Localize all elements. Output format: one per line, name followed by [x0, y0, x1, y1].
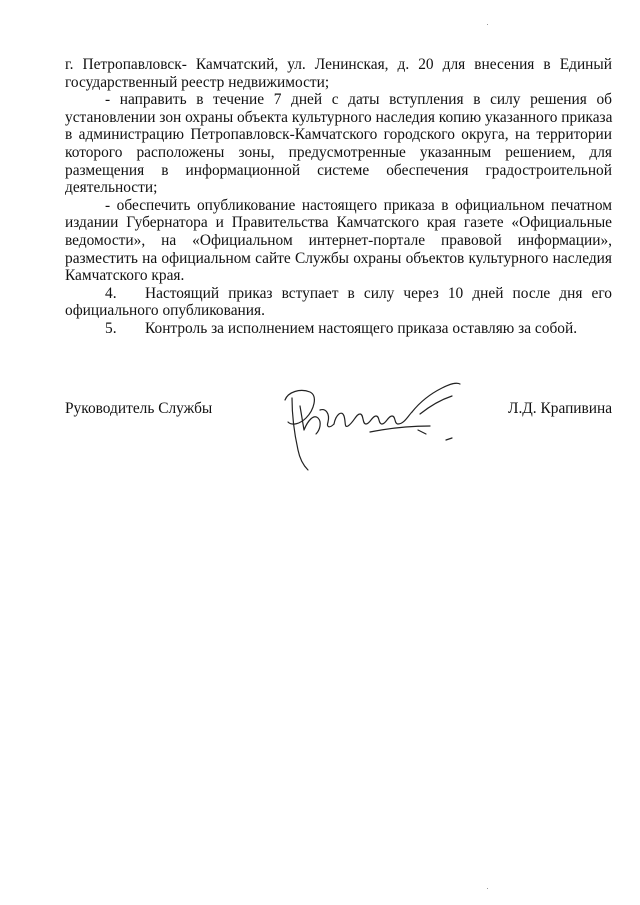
- item-number: 4.: [105, 284, 117, 302]
- body-line: деятельности;: [65, 179, 158, 197]
- document-body: [65, 56, 612, 338]
- body-line: г. Петропавловск- Камчатский, ул. Ленинская, д. 20 для внесения в Единый: [65, 56, 612, 73]
- body-line: размещения в информационной системе обеспечения градостроительной: [65, 161, 612, 179]
- body-line: - направить в течение 7 дней с даты вступления в силу решения об: [105, 91, 612, 109]
- body-line: установлении зон охраны объекта культурного наследия копию указанного приказа: [65, 108, 613, 126]
- scan-speck: [487, 24, 488, 25]
- item-number: 5.: [105, 319, 117, 337]
- body-line: в администрацию Петропавловск-Камчатского городского округа, на территории: [65, 126, 612, 144]
- body-line: разместить на официальном сайте Службы охраны объектов культурного наследия: [65, 249, 612, 267]
- body-line: Камчатского края.: [65, 267, 185, 285]
- body-line: ведомости», на «Официальном интернет-портале правовой информации»,: [65, 231, 612, 249]
- body-line: - обеспечить опубликование настоящего приказа в официальном печатном: [105, 196, 612, 214]
- handwritten-signature: [270, 370, 470, 480]
- item-5: [65, 320, 612, 338]
- item-4-continuation: официального опубликования.: [65, 302, 265, 320]
- item-text: Контроль за исполнением настоящего приказа оставляю за собой.: [145, 319, 578, 337]
- item-4: [65, 285, 612, 303]
- body-line: государственный реестр недвижимости;: [65, 73, 330, 91]
- signatory-role: Руководитель Службы: [65, 400, 213, 417]
- signatory-name: Л.Д. Крапивина: [508, 400, 613, 417]
- body-line: которого расположены зоны, предусмотренные указанным решением, для: [65, 143, 612, 161]
- scan-speck: [487, 888, 488, 889]
- body-line: издании Губернатора и Правительства Камчатского края газете «Официальные: [65, 214, 612, 232]
- item-text: Настоящий приказ вступает в силу через 10 дней после дня его: [145, 284, 612, 302]
